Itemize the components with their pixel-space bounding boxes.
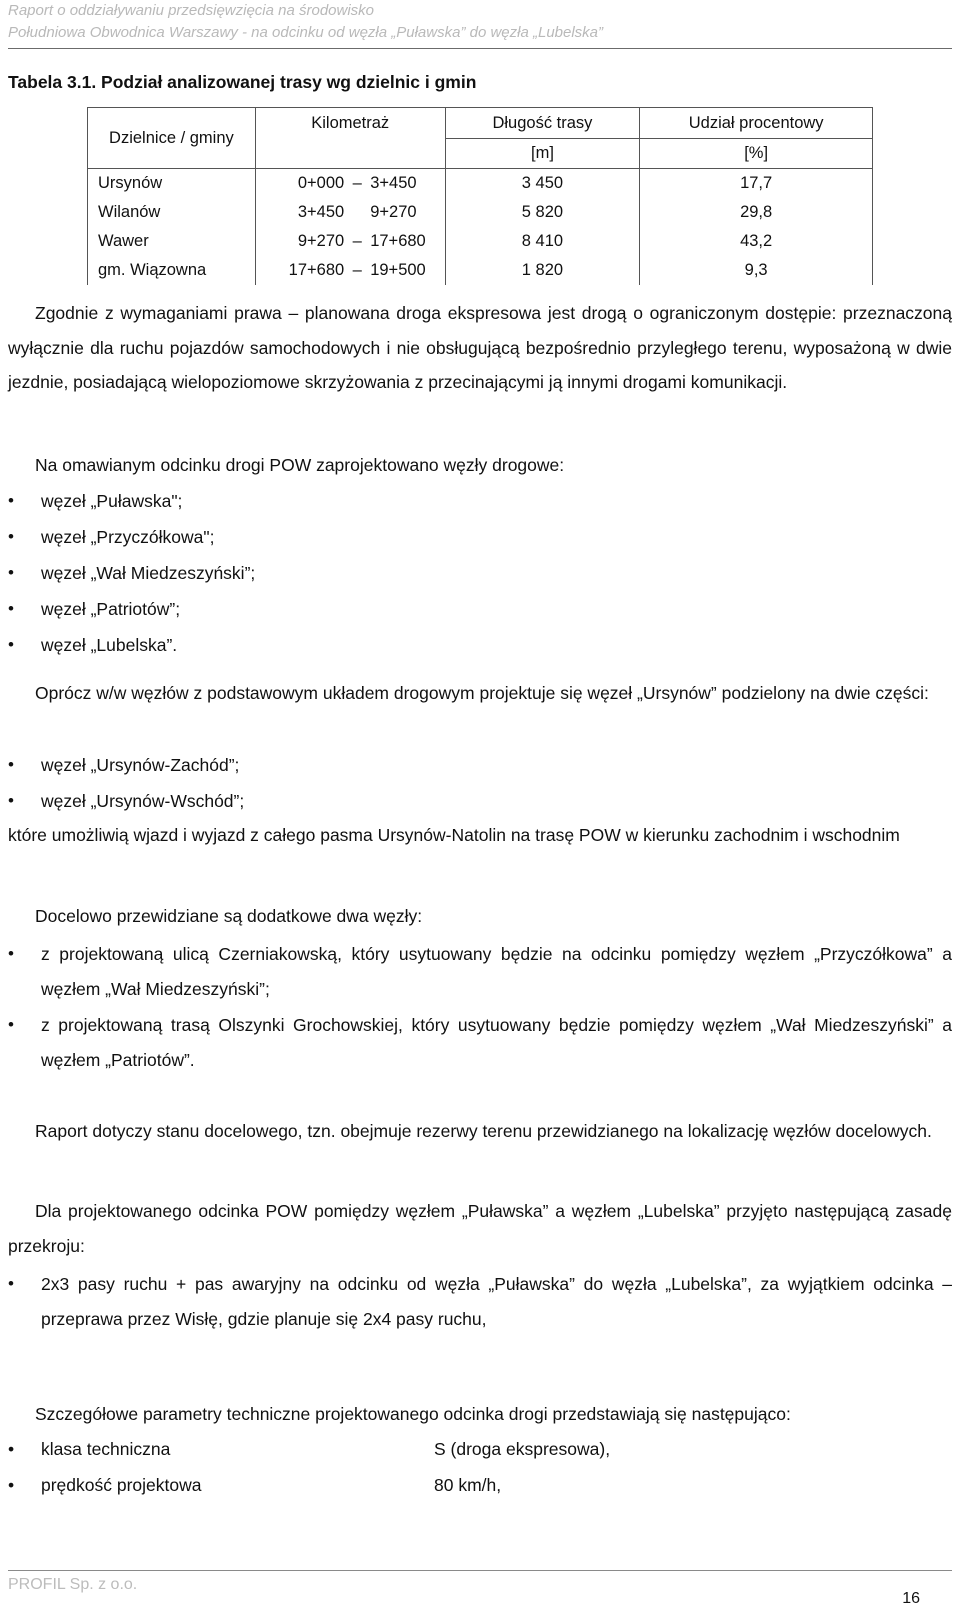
paragraph-additional-nodes: Docelowo przewidziane są dodatkowe dwa węzły: <box>35 906 423 926</box>
header-share: Udział procentowy <box>640 108 873 139</box>
list-item-text: z projektowaną ulicą Czerniakowską, który usytuowany będzie na odcinku pomiędzy węzłem „Przyczółkowa” a węzłem „Wał Miedzeszyński”; <box>41 944 952 999</box>
header-chainage-unit <box>255 139 445 169</box>
chainage-from: 9+270 <box>297 232 345 250</box>
list-item-text: 2x3 pasy ruchu + pas awaryjny na odcinku od węzła „Puławska” do węzła „Lubelska”, za wyjątkiem odcinka – przeprawa przez Wisłę, gdzie planuje się 2x4 pasy ruchu, <box>41 1274 952 1329</box>
header-rule <box>8 48 952 49</box>
list-item-text: węzeł „Puławska"; <box>41 491 183 511</box>
row-share: 17,7 <box>640 169 873 199</box>
row-share: 43,2 <box>640 227 873 256</box>
row-chainage <box>255 256 445 285</box>
row-length: 8 410 <box>445 227 640 256</box>
header-share-unit: [%] <box>640 139 873 169</box>
row-name: Wawer <box>88 227 256 256</box>
chainage-to: 3+450 <box>370 174 417 192</box>
chainage-separator: – <box>352 174 362 192</box>
paragraph-parameters: Szczegółowe parametry techniczne projektowanego odcinka drogi przedstawiają się następująco: <box>35 1404 791 1424</box>
row-chainage <box>255 227 445 256</box>
list-item-text: węzeł „Przyczółkowa"; <box>41 527 215 547</box>
chainage-separator: – <box>352 261 362 279</box>
chainage-to: 19+500 <box>370 261 426 279</box>
list-item-text: węzeł „Wał Miedzeszyński”; <box>41 563 256 583</box>
list-item <box>8 628 952 663</box>
chainage-from: 0+000 <box>297 174 345 192</box>
param-key: klasa techniczna <box>41 1439 171 1459</box>
list-item <box>8 484 952 519</box>
bullet-icon: • <box>8 1274 14 1293</box>
bullet-icon: • <box>8 944 14 963</box>
bullet-icon: • <box>8 527 14 546</box>
bullet-icon: • <box>8 791 14 810</box>
list-item <box>8 556 952 591</box>
header-length-unit: [m] <box>445 139 640 169</box>
list-item <box>8 748 952 783</box>
paragraph-access: które umożliwią wjazd i wyjazd z całego pasma Ursynów-Natolin na trasę POW w kierunku zachodnim i wschodnim <box>8 825 900 845</box>
row-length: 5 820 <box>445 198 640 227</box>
table-caption: Tabela 3.1. Podział analizowanej trasy wg dzielnic i gmin <box>8 72 477 92</box>
header-districts: Dzielnice / gminy <box>88 108 256 169</box>
bullet-icon: • <box>8 563 14 582</box>
paragraph-road-definition: Zgodnie z wymaganiami prawa – planowana droga ekspresowa jest drogą o ograniczonym dostępie: przeznaczoną wyłącznie dla ruchu pojazdów samochodowych i nie obsługującą bezpośrednio przyległego terenu, wyposażoną w dwie jezdnie, posiadającą wielopoziomowe skrzyżowania z przecinającymi ją innymi drogami komunikacji. <box>8 303 952 392</box>
list-item-text: węzeł „Lubelska”. <box>41 635 178 655</box>
list-item-text: z projektowaną trasą Olszynki Grochowskiej, który usytuowany będzie pomiędzy węzłem „Wał Miedzeszyński” a węzłem „Patriotów”. <box>41 1015 952 1070</box>
list-item <box>8 937 952 1006</box>
row-chainage <box>255 169 445 199</box>
chainage-from: 3+450 <box>297 203 345 221</box>
table-row <box>88 198 873 227</box>
row-length: 1 820 <box>445 256 640 285</box>
paragraph-ursynow: Oprócz w/w węzłów z podstawowym układem drogowym projektuje się węzeł „Ursynów” podzielony na dwie części: <box>35 683 929 703</box>
table-row <box>88 227 873 256</box>
header-report-title: Raport o oddziaływaniu przedsięwzięcia na środowisko <box>8 2 375 19</box>
row-name: Ursynów <box>88 169 256 199</box>
param-value: 80 km/h, <box>434 1475 502 1495</box>
list-item <box>8 784 952 819</box>
list-item <box>8 520 952 555</box>
bullet-icon: • <box>8 599 14 618</box>
chainage-from: 17+680 <box>288 261 345 279</box>
row-share: 9,3 <box>640 256 873 285</box>
chainage-to: 17+680 <box>370 232 426 250</box>
bullet-icon: • <box>8 1475 15 1495</box>
paragraph-target-state: Raport dotyczy stanu docelowego, tzn. obejmuje rezerwy terenu przewidzianego na lokalizację węzłów docelowych. <box>35 1121 932 1141</box>
list-item <box>8 1008 952 1077</box>
footer-rule <box>8 1570 952 1571</box>
list-item <box>8 1267 952 1336</box>
page-number: 16 <box>902 1590 920 1607</box>
bullet-icon: • <box>8 635 14 654</box>
page-header <box>8 0 952 44</box>
param-key: prędkość projektowa <box>41 1475 202 1495</box>
list-item-text: węzeł „Patriotów”; <box>41 599 181 619</box>
chainage-separator: – <box>352 232 362 250</box>
table-row <box>88 169 873 199</box>
row-chainage <box>255 198 445 227</box>
bullet-icon: • <box>8 755 14 774</box>
bullet-icon: • <box>8 1439 15 1459</box>
header-length: Długość trasy <box>445 108 640 139</box>
list-item-text: węzeł „Ursynów-Zachód”; <box>41 755 240 775</box>
paragraph-cross-section: Dla projektowanego odcinka POW pomiędzy węzłem „Puławska” a węzłem „Lubelska” przyjęto następującą zasadę przekroju: <box>8 1201 952 1256</box>
header-chainage: Kilometraż <box>255 108 445 139</box>
row-name: Wilanów <box>88 198 256 227</box>
list-item <box>8 592 952 627</box>
table-row <box>88 256 873 285</box>
bullet-icon: • <box>8 491 14 510</box>
chainage-to: 9+270 <box>370 203 417 221</box>
list-item-text: węzeł „Ursynów-Wschód”; <box>41 791 245 811</box>
footer-company: PROFIL Sp. z o.o. <box>8 1576 138 1593</box>
row-name: gm. Wiązowna <box>88 256 256 285</box>
bullet-icon: • <box>8 1015 14 1034</box>
header-project-title: Południowa Obwodnica Warszawy - na odcinku od węzła „Puławska” do węzła „Lubelska” <box>8 24 604 41</box>
districts-table <box>87 107 873 285</box>
paragraph-nodes-intro: Na omawianym odcinku drogi POW zaprojektowano węzły drogowe: <box>35 455 565 475</box>
row-share: 29,8 <box>640 198 873 227</box>
param-value: S (droga ekspresowa), <box>434 1439 611 1459</box>
row-length: 3 450 <box>445 169 640 199</box>
